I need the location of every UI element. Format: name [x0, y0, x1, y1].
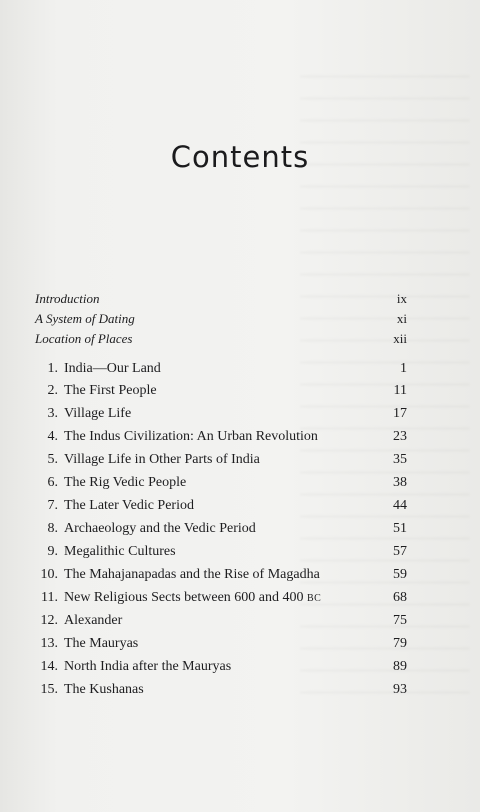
chapter-number: 1. — [47, 361, 58, 376]
chapter-row — [26, 567, 407, 583]
chapter-title: The First People — [64, 383, 157, 398]
chapter-title: The Mauryas — [64, 636, 139, 651]
chapter-page: 93 — [393, 682, 407, 697]
chapter-title: The Indus Civilization: An Urban Revolution — [64, 429, 318, 444]
chapter-title: Village Life — [64, 406, 132, 421]
chapter-row — [26, 361, 407, 377]
chapter-number: 4. — [47, 429, 58, 444]
chapter-page: 23 — [393, 429, 407, 444]
page-title: Contents — [170, 140, 310, 174]
chapter-number: 3. — [47, 406, 58, 421]
chapter-row — [26, 544, 407, 560]
chapter-number: 14. — [40, 659, 58, 674]
front-matter-title: Introduction — [35, 291, 100, 306]
chapter-page: 59 — [393, 567, 407, 582]
chapter-title: The Later Vedic Period — [64, 498, 194, 513]
chapter-page: 44 — [393, 498, 407, 513]
front-matter-page: xii — [393, 331, 407, 346]
front-matter-row — [35, 331, 407, 347]
chapter-row — [26, 498, 407, 514]
front-matter-page: xi — [396, 311, 407, 326]
chapter-title: Alexander — [64, 613, 123, 628]
chapter-title: The Mahajanapadas and the Rise of Magadha — [64, 567, 320, 582]
chapter-page: 35 — [393, 452, 407, 467]
era-suffix: BC — [307, 593, 322, 604]
chapter-title-text: New Religious Sects between 600 and 400 — [64, 590, 304, 605]
chapter-page: 89 — [393, 659, 407, 674]
chapter-page: 68 — [393, 590, 407, 605]
chapter-page: 17 — [393, 406, 407, 421]
chapter-page: 11 — [393, 383, 407, 398]
chapter-row — [26, 406, 407, 422]
chapter-number: 7. — [47, 498, 58, 513]
chapter-number: 2. — [47, 383, 58, 398]
chapter-number: 8. — [47, 521, 58, 536]
chapter-page: 38 — [393, 475, 407, 490]
chapter-number: 6. — [47, 475, 58, 490]
chapter-page: 57 — [393, 544, 407, 559]
chapter-row — [26, 452, 407, 468]
front-matter-title: A System of Dating — [35, 311, 135, 326]
chapter-page: 51 — [393, 521, 407, 536]
chapter-title: The Kushanas — [64, 682, 144, 697]
chapter-number: 13. — [40, 636, 58, 651]
chapter-number: 9. — [47, 544, 58, 559]
chapter-row — [26, 521, 407, 537]
chapter-title: India—Our Land — [64, 361, 161, 376]
chapter-title — [64, 590, 371, 606]
chapter-row — [26, 636, 407, 652]
chapter-row — [26, 590, 407, 606]
chapter-row — [26, 429, 407, 445]
chapter-row — [26, 682, 407, 698]
chapter-row — [26, 475, 407, 491]
front-matter-title: Location of Places — [35, 331, 133, 346]
chapter-row — [26, 383, 407, 399]
chapter-page: 1 — [400, 361, 407, 376]
chapter-title: Archaeology and the Vedic Period — [64, 521, 256, 536]
chapter-number: 12. — [40, 613, 58, 628]
chapter-page: 75 — [393, 613, 407, 628]
front-matter-row — [35, 291, 407, 307]
chapter-title: Village Life in Other Parts of India — [64, 452, 260, 467]
chapter-row — [26, 659, 407, 675]
front-matter-row — [35, 311, 407, 327]
chapter-number: 5. — [47, 452, 58, 467]
chapter-number: 11. — [41, 590, 58, 605]
chapter-page: 79 — [393, 636, 407, 651]
chapter-number: 10. — [40, 567, 58, 582]
chapter-row — [26, 613, 407, 629]
chapter-title: Megalithic Cultures — [64, 544, 176, 559]
chapter-title: North India after the Mauryas — [64, 659, 232, 674]
chapter-number: 15. — [40, 682, 58, 697]
chapter-title: The Rig Vedic People — [64, 475, 187, 490]
front-matter-page: ix — [396, 291, 407, 306]
